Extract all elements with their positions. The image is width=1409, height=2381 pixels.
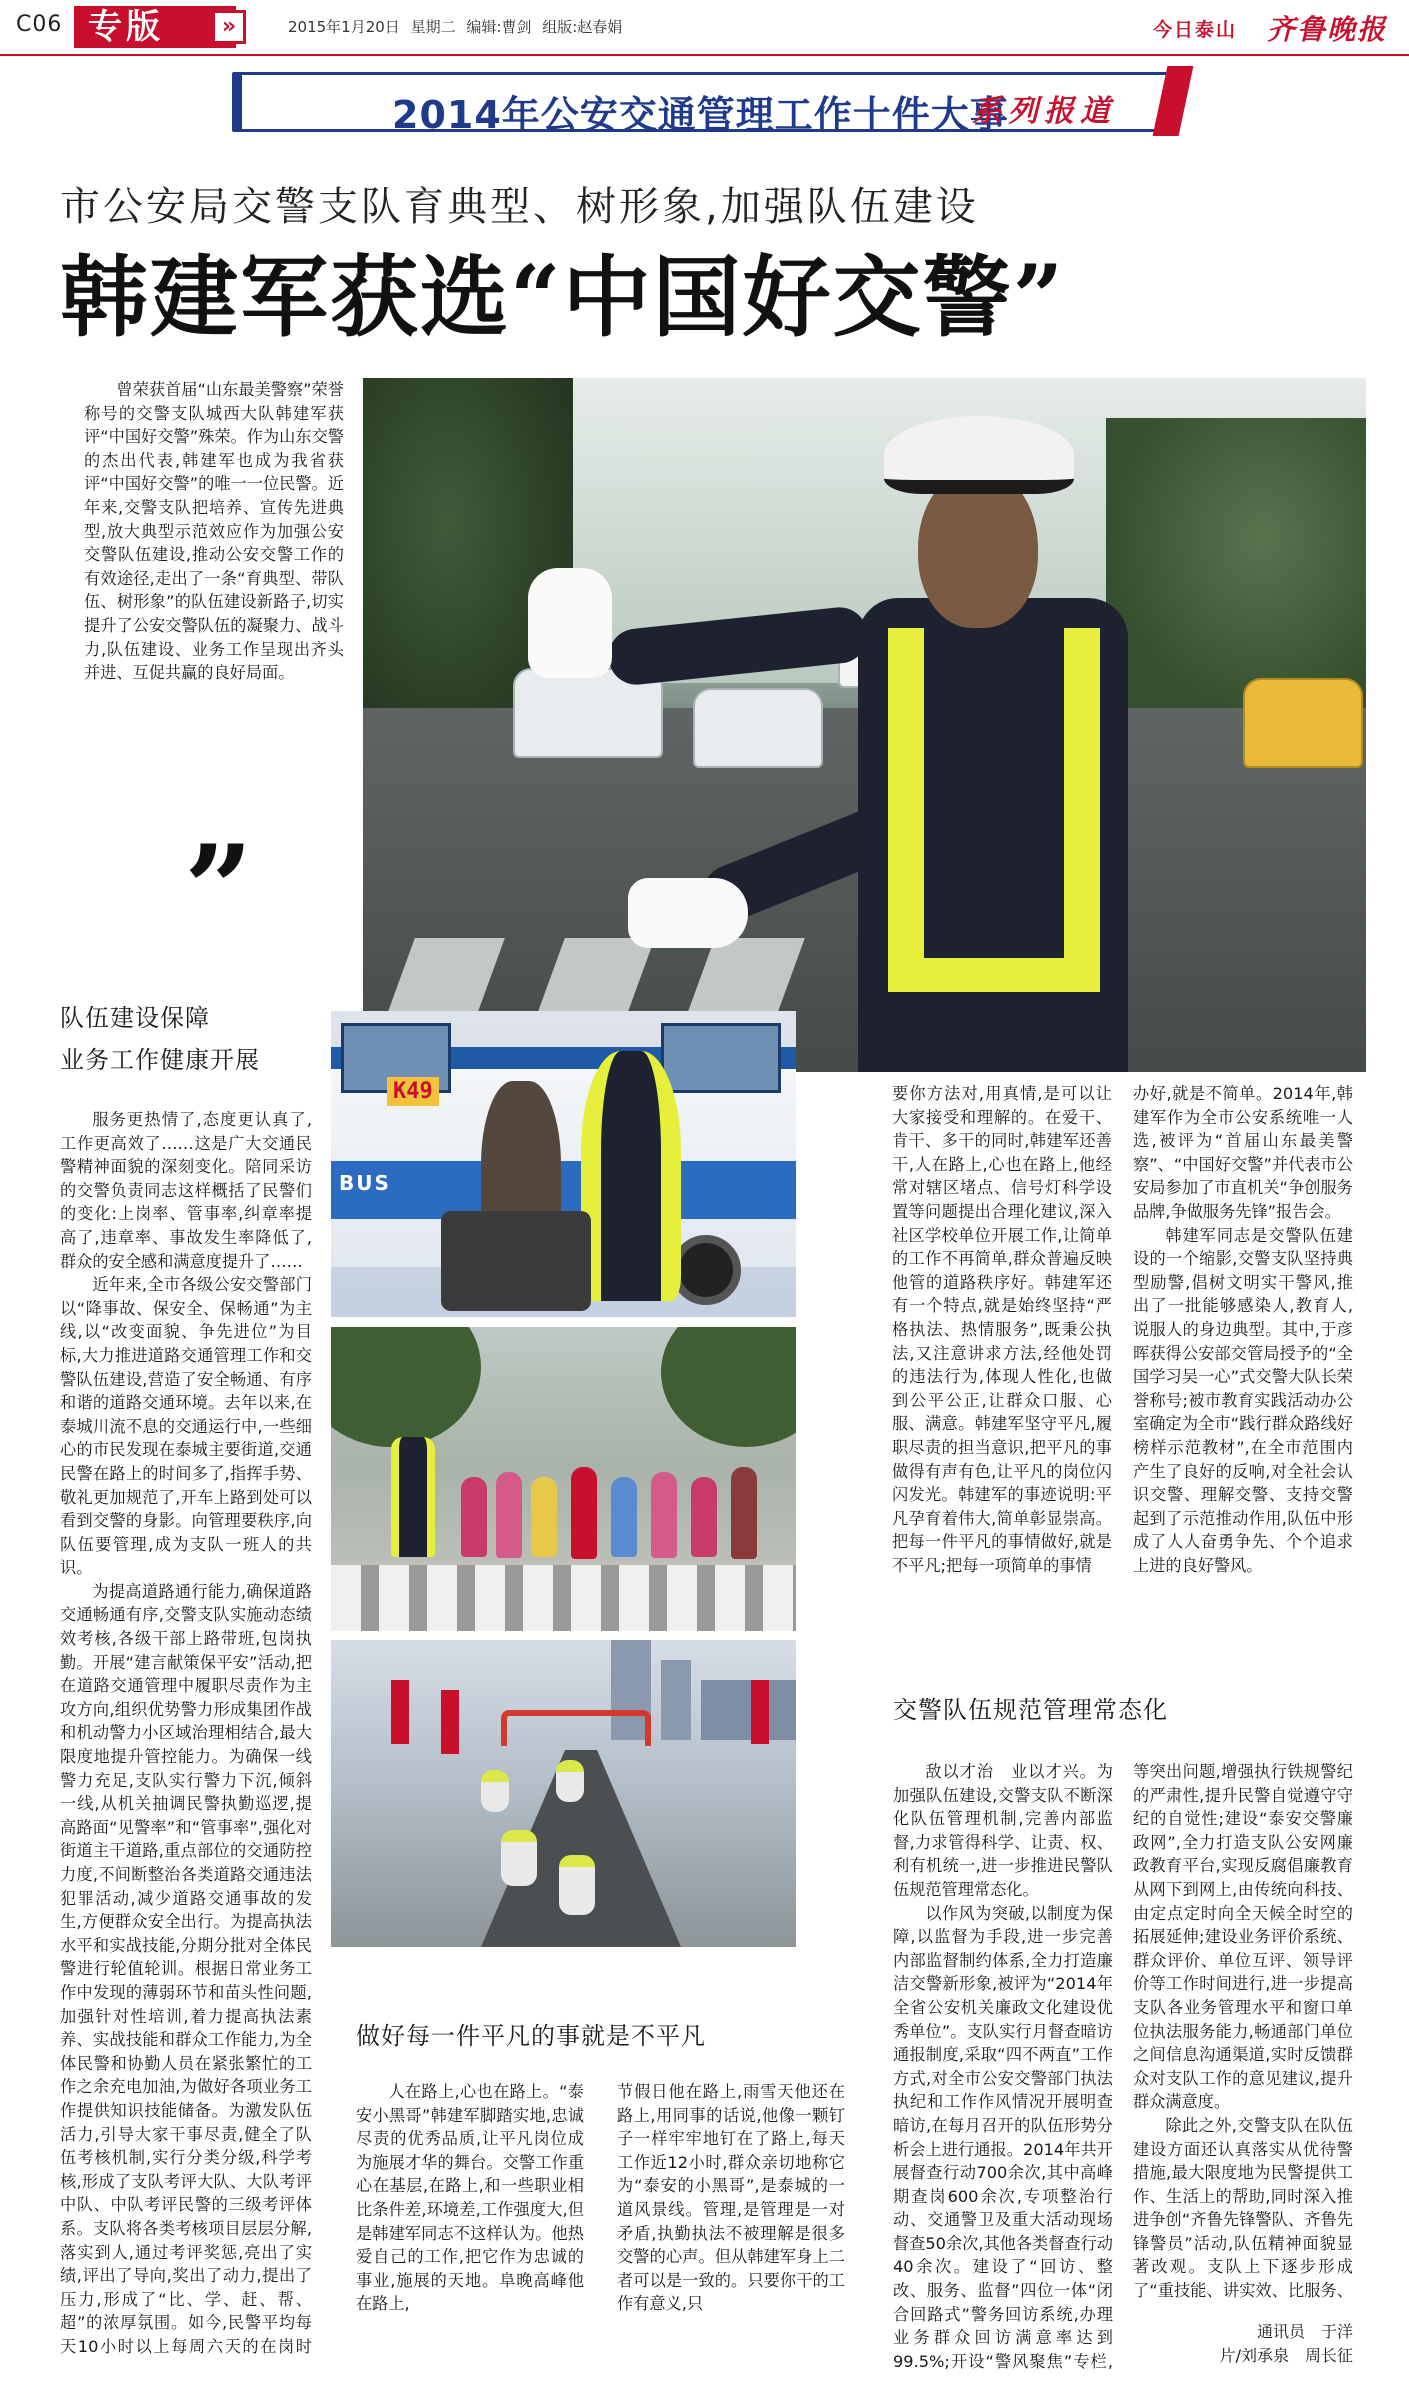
edition-name: 今日泰山 xyxy=(1152,19,1237,41)
section3-col2 xyxy=(1133,1760,1353,2300)
section1-paragraph: 近年来,全市各级公安交警部门以“降事故、保安全、保畅通”为主线,以“改变面貌、争先进位”为目标,大力推进道路交通管理工作和交警队伍建设,营造了安全畅通、有序和谐的道路交通环境。去年以来,在泰城川流不息的交通运行中,一些细心的市民发现在泰城主要街道,交通民警在路上的时间多了,指挥手势、敬礼更加规范了,开车上路到处可以看到交警的身影。向管理要秩序,向队伍要管理,成为支队一班人的共识。 xyxy=(60,1275,312,1578)
section2-col1 xyxy=(356,2080,584,2370)
photo-crosswalk xyxy=(331,1565,796,1631)
series-banner xyxy=(232,66,1180,136)
photo-car xyxy=(693,688,823,768)
article-headline: 韩建军获选“中国好交警” xyxy=(60,245,1066,349)
photo-flag xyxy=(751,1680,769,1744)
photo-child xyxy=(691,1477,717,1557)
bus-wheel xyxy=(671,1235,741,1305)
article-kicker: 市公安局交警支队育典型、树形象,加强队伍建设 xyxy=(60,184,979,230)
photo-child xyxy=(571,1467,597,1559)
section2-paragraph: 韩建军同志是交警队伍建设的一个缩影,交警支队坚持典型励警,倡树文明实干警风,推出了一批能够感染人,教育人,说服人的身边典型。其中,于彦晖获得公安部交管局授予的“全国学习吴一心”式交警大队长荣誉称号;被市教育实践活动办公室确定为全市“践行群众路线好榜样示范教材”,在全市范围内产生了良好的反响,对全社会认识交警、理解交警、支持交警起到了示范推动作用,队伍中形成了人人奋勇争先、个个追求上进的良好警风。 xyxy=(1133,1225,1353,1575)
officer-cap xyxy=(884,416,1074,494)
section2-title: 做好每一件平凡的事就是不平凡 xyxy=(356,2022,706,2050)
photo-child xyxy=(731,1467,757,1559)
photo-officer-small xyxy=(581,1051,681,1301)
photo-trees-right xyxy=(1106,418,1366,718)
section3-col1 xyxy=(893,1760,1113,2370)
section3-paragraph: 敌以才治 业以才兴。为加强队伍建设,交警支队不断深化队伍管理机制,完善内部监督,力求管得科学、让责、权、利有机统一,进一步推进民警队伍规范管理常态化。 xyxy=(893,1762,1113,1899)
section3-paragraph: 以作风为突破,以制度为保障,以监督为手段,进一步完善内部监督制约体系,全力打造廉洁交警新形象,被评为“2014年全省公安机关廉政文化建设优秀单位”。支队实行月督查暗访通报制度,采取“四不两直”工作方式,对全市公安交警部门执法执纪和工作作风情况开展明查暗访,在每月召开的队伍形势分析会上进行通报。2014年共开展督查行动700余次,其中高峰期查岗600余次,专项整治行动、交通警卫及重大活动现场督查50余次,其他各类督查行动40余次。建设了“回访、整改、服务、监督”四位一体“闭合回路式”警务回访系统,办理业务群众回访满意率达到99.5%;开设“警风聚焦”专栏, xyxy=(893,1903,1113,2370)
photo-building xyxy=(661,1660,691,1740)
section2-paragraph: 要你方法对,用真情,是可以让大家接受和理解的。在爱干、肯干、多干的同时,韩建军还善干,人在路上,心也在路上,他经常对辖区堵点、信号灯科学设置等问题提出合理化建议,深入社区学校单位开展工作,让简单的工作不再简单,群众普遍反映他管的道路秩序好。韩建军还有一个特点,就是始终坚持“严格执法、热情服务”,既秉公执法,又注意讲求方法,经他处罚的违法行为,体现人性化,也做到公平公正,让群众口服、心服、满意。韩建军坚守平凡,履职尽责的担当意识,把平凡的事做得有声有色,让平凡的岗位闪闪发光。韩建军的事迹说明:平凡孕育着伟大,简单彰显崇高。把每一件平凡的事情做好,就是不平凡;把每一项简单的事情 xyxy=(892,1084,1112,1575)
officer-glove xyxy=(628,878,748,948)
issue-layout: 组版:赵春娟 xyxy=(542,18,623,36)
photo-officer-small xyxy=(391,1437,435,1557)
photo-child xyxy=(611,1477,637,1557)
section1-title-line1: 队伍建设保障 xyxy=(60,1004,210,1032)
lead-paragraph xyxy=(84,378,344,685)
issue-date: 2015年1月20日 xyxy=(288,18,400,36)
photo-building xyxy=(701,1680,796,1740)
section1-paragraph: 为提高道路通行能力,确保道路交通畅通有序,交警支队实施动态绩效考核,各级干部上路带班,包岗执勤。开展“建言献策保平安”活动,把在道路交通管理中履职尽责作为主攻方向,组织优势警力形成集团作战和机动警力小区域治理相结合,最大限度地提升管控能力。为确保一线警力充足,支队实行警力下沉,倾斜一线,从机关抽调民警执勤巡逻,提高路面“见警率”和“管事率”,强化对街道主干道路,重点部位的交通防控力度,不间断整治各类道路交通违法犯罪活动,减少道路交通事故的发生,方便群众安全出行。为提高执法水平和实战技能,分期分批对全体民警进行轮值轮训。根据日常业务工作中发现的薄弱环节和苗头性问题,加强针对性培训,着力提高执法素养、实战技能和群众工作能力,为全体民警和协勤人员在紧张繁忙的工作之余充电加油,为做好各项业务工作提供知识技能储备。为激发队伍活力,引导大家干事尽责,健全了队伍考核机制,实行分类分级,科学考核,形成了支队考评大队、大队考评中队、中队考评民警的三级考评体系。支队将各类考核项目层层分解,落实到人,通过考评奖惩,亮出了实绩,评出了导向,奖出了动力,提出了压力,形成了“比、学、赶、帮、超”的浓厚氛围。如今,民警平均每天10小时以上每周六天的在岗时 xyxy=(60,1581,312,2356)
photo-child xyxy=(496,1472,522,1558)
photo-arch xyxy=(501,1710,651,1746)
photo-child xyxy=(531,1477,557,1557)
photo-wheelchair xyxy=(441,1211,591,1311)
section1-paragraph: 服务更热情了,态度更认真了,工作更高效了……这是广大交通民警精神面貌的深刻变化。陪同采访的交警负责同志这样概括了民警们的变化:上岗率、管事率,纠章率提高了,违章率、事故发生率降低了,群众的安全感和满意度提升了…… xyxy=(60,1110,312,1271)
photo-flag xyxy=(441,1690,459,1754)
byline-photographer: 片/刘承泉 周长征 xyxy=(1219,2346,1353,2365)
photo-child xyxy=(461,1477,487,1557)
photo-motorcycle xyxy=(559,1855,595,1915)
section2-paragraph: 人在路上,心也在路上。“泰安小黑哥”韩建军脚踏实地,忠诚尽责的优秀品质,让平凡岗位成为施展才华的舞台。交警工作重心在基层,在路上,和一些职业相比条件差,环境差,工作强度大,但是韩建军同志不这样认为。他热爱自己的工作,把它作为忠诚的事业,施展的天地。阜晚高峰他在路上, xyxy=(356,2082,584,2314)
photo-tree xyxy=(661,1327,796,1447)
page-header xyxy=(0,0,1409,56)
photo-motorcycle-escort xyxy=(331,1640,796,1947)
bus-text: BUS xyxy=(339,1171,391,1195)
photo-officer xyxy=(818,398,1138,1072)
lead-text: 曾荣获首届“山东最美警察”荣誉称号的交警支队城西大队韩建军获评“中国好交警”殊荣。作为山东交警的杰出代表,韩建军也成为我省获评“中国好交警”的唯一一位民警。近年来,交警支队把培养、宣传先进典型,放大典型示范效应作为加强公安交警队伍建设,推动公安交警工作的有效途径,走出了一条“育典型、带队伍、树形象”的队伍建设新路子,切实提升了公安交警队伍的凝聚力、战斗力,队伍建设、业务工作呈现出齐头并进、互促共赢的良好局面。 xyxy=(84,380,344,683)
section2-paragraph: 节假日他在路上,雨雪天他还在路上,用同事的话说,他像一颗钉子一样牢牢地钉在了路上,每天工作近12小时,群众亲切地称它为“泰安的小黑哥”,是泰城的一道风景线。管理,是管理是一对矛盾,执勤执法不被理解是很多交警的心声。但从韩建军身上二者可以是一致的。只要你干的工作有意义,只 xyxy=(617,2082,845,2314)
series-title: 2014年公安交通管理工作十件大事 xyxy=(392,93,1009,137)
photo-motorcycle xyxy=(556,1760,584,1802)
page-number: C06 xyxy=(16,12,63,37)
issue-weekday: 星期二 xyxy=(410,18,456,36)
photo-bus-assist xyxy=(331,1011,796,1317)
chevron-right-icon: » xyxy=(212,10,246,44)
photo-motorcycle xyxy=(481,1770,509,1812)
quote-mark-icon: ” xyxy=(184,819,254,960)
photo-school-crossing xyxy=(331,1327,796,1631)
photo-flag xyxy=(391,1680,409,1744)
photo-tree xyxy=(331,1327,481,1447)
issue-editor: 编辑:曹剑 xyxy=(466,18,532,36)
officer-vest xyxy=(888,628,924,988)
section3-paragraph: 除此之外,交警支队在队伍建设方面还认真落实从优待警措施,最大限度地为民警提供工作、生活上的帮助,同时深入推进争创“齐鲁先锋警队、齐鲁先锋警员”活动,队伍精神面貌显著改观。支队上下逐步形成了“重技能、讲实效、比服务、 xyxy=(1133,2115,1353,2300)
byline-reporter: 通讯员 于洋 xyxy=(1256,2322,1353,2341)
section-label: 专版 xyxy=(74,6,236,48)
byline xyxy=(1133,2320,1353,2368)
section2-paragraph: 办好,就是不简单。2014年,韩建军作为全市公安系统唯一人选,被评为“首届山东最美警察”、“中国好交警”并代表市公安局参加了市直机关“争创服务品牌,争做服务先锋”报告会。 xyxy=(1133,1084,1353,1221)
bus-window xyxy=(661,1023,781,1093)
officer-vest xyxy=(888,958,1100,992)
section1-body xyxy=(60,1108,312,2358)
main-photo-traffic-officer xyxy=(363,378,1366,1072)
photo-taxi xyxy=(1243,678,1363,768)
officer-vest xyxy=(1064,628,1100,988)
section2-col2 xyxy=(617,2080,845,2370)
section1-title-line2: 业务工作健康开展 xyxy=(60,1046,260,1074)
section2-col4 xyxy=(1133,1082,1353,1627)
series-tag: 系列报道 xyxy=(972,94,1116,129)
issue-meta xyxy=(288,16,622,37)
section3-title: 交警队伍规范管理常态化 xyxy=(893,1696,1168,1724)
photo-child xyxy=(651,1472,677,1558)
photo-motorcycle xyxy=(501,1830,537,1886)
bus-route-label: K49 xyxy=(387,1077,439,1106)
newspaper-logo: 齐鲁晚报 xyxy=(1266,13,1387,46)
section3-paragraph: 等突出问题,增强执行铁规警纪的严肃性,提升民警自觉遵守守纪的自觉性;建设“泰安交警廉政网”,全力打造支队公安网廉政教育平台,实现反腐倡廉教育从网下到网上,由传统向科技、由定点定时向全天候全时空的拓展延伸;建设业务评价系统、群众评价、单位互评、领导评价等工作时间进行,进一步提高支队各业务管理水平和窗口单位执法服务能力,畅通部门单位之间信息沟通渠道,实时反馈群众对支队工作的意见建议,提升群众满意度。 xyxy=(1133,1762,1353,2112)
section2-col3 xyxy=(892,1082,1112,1627)
officer-glove xyxy=(528,568,612,678)
